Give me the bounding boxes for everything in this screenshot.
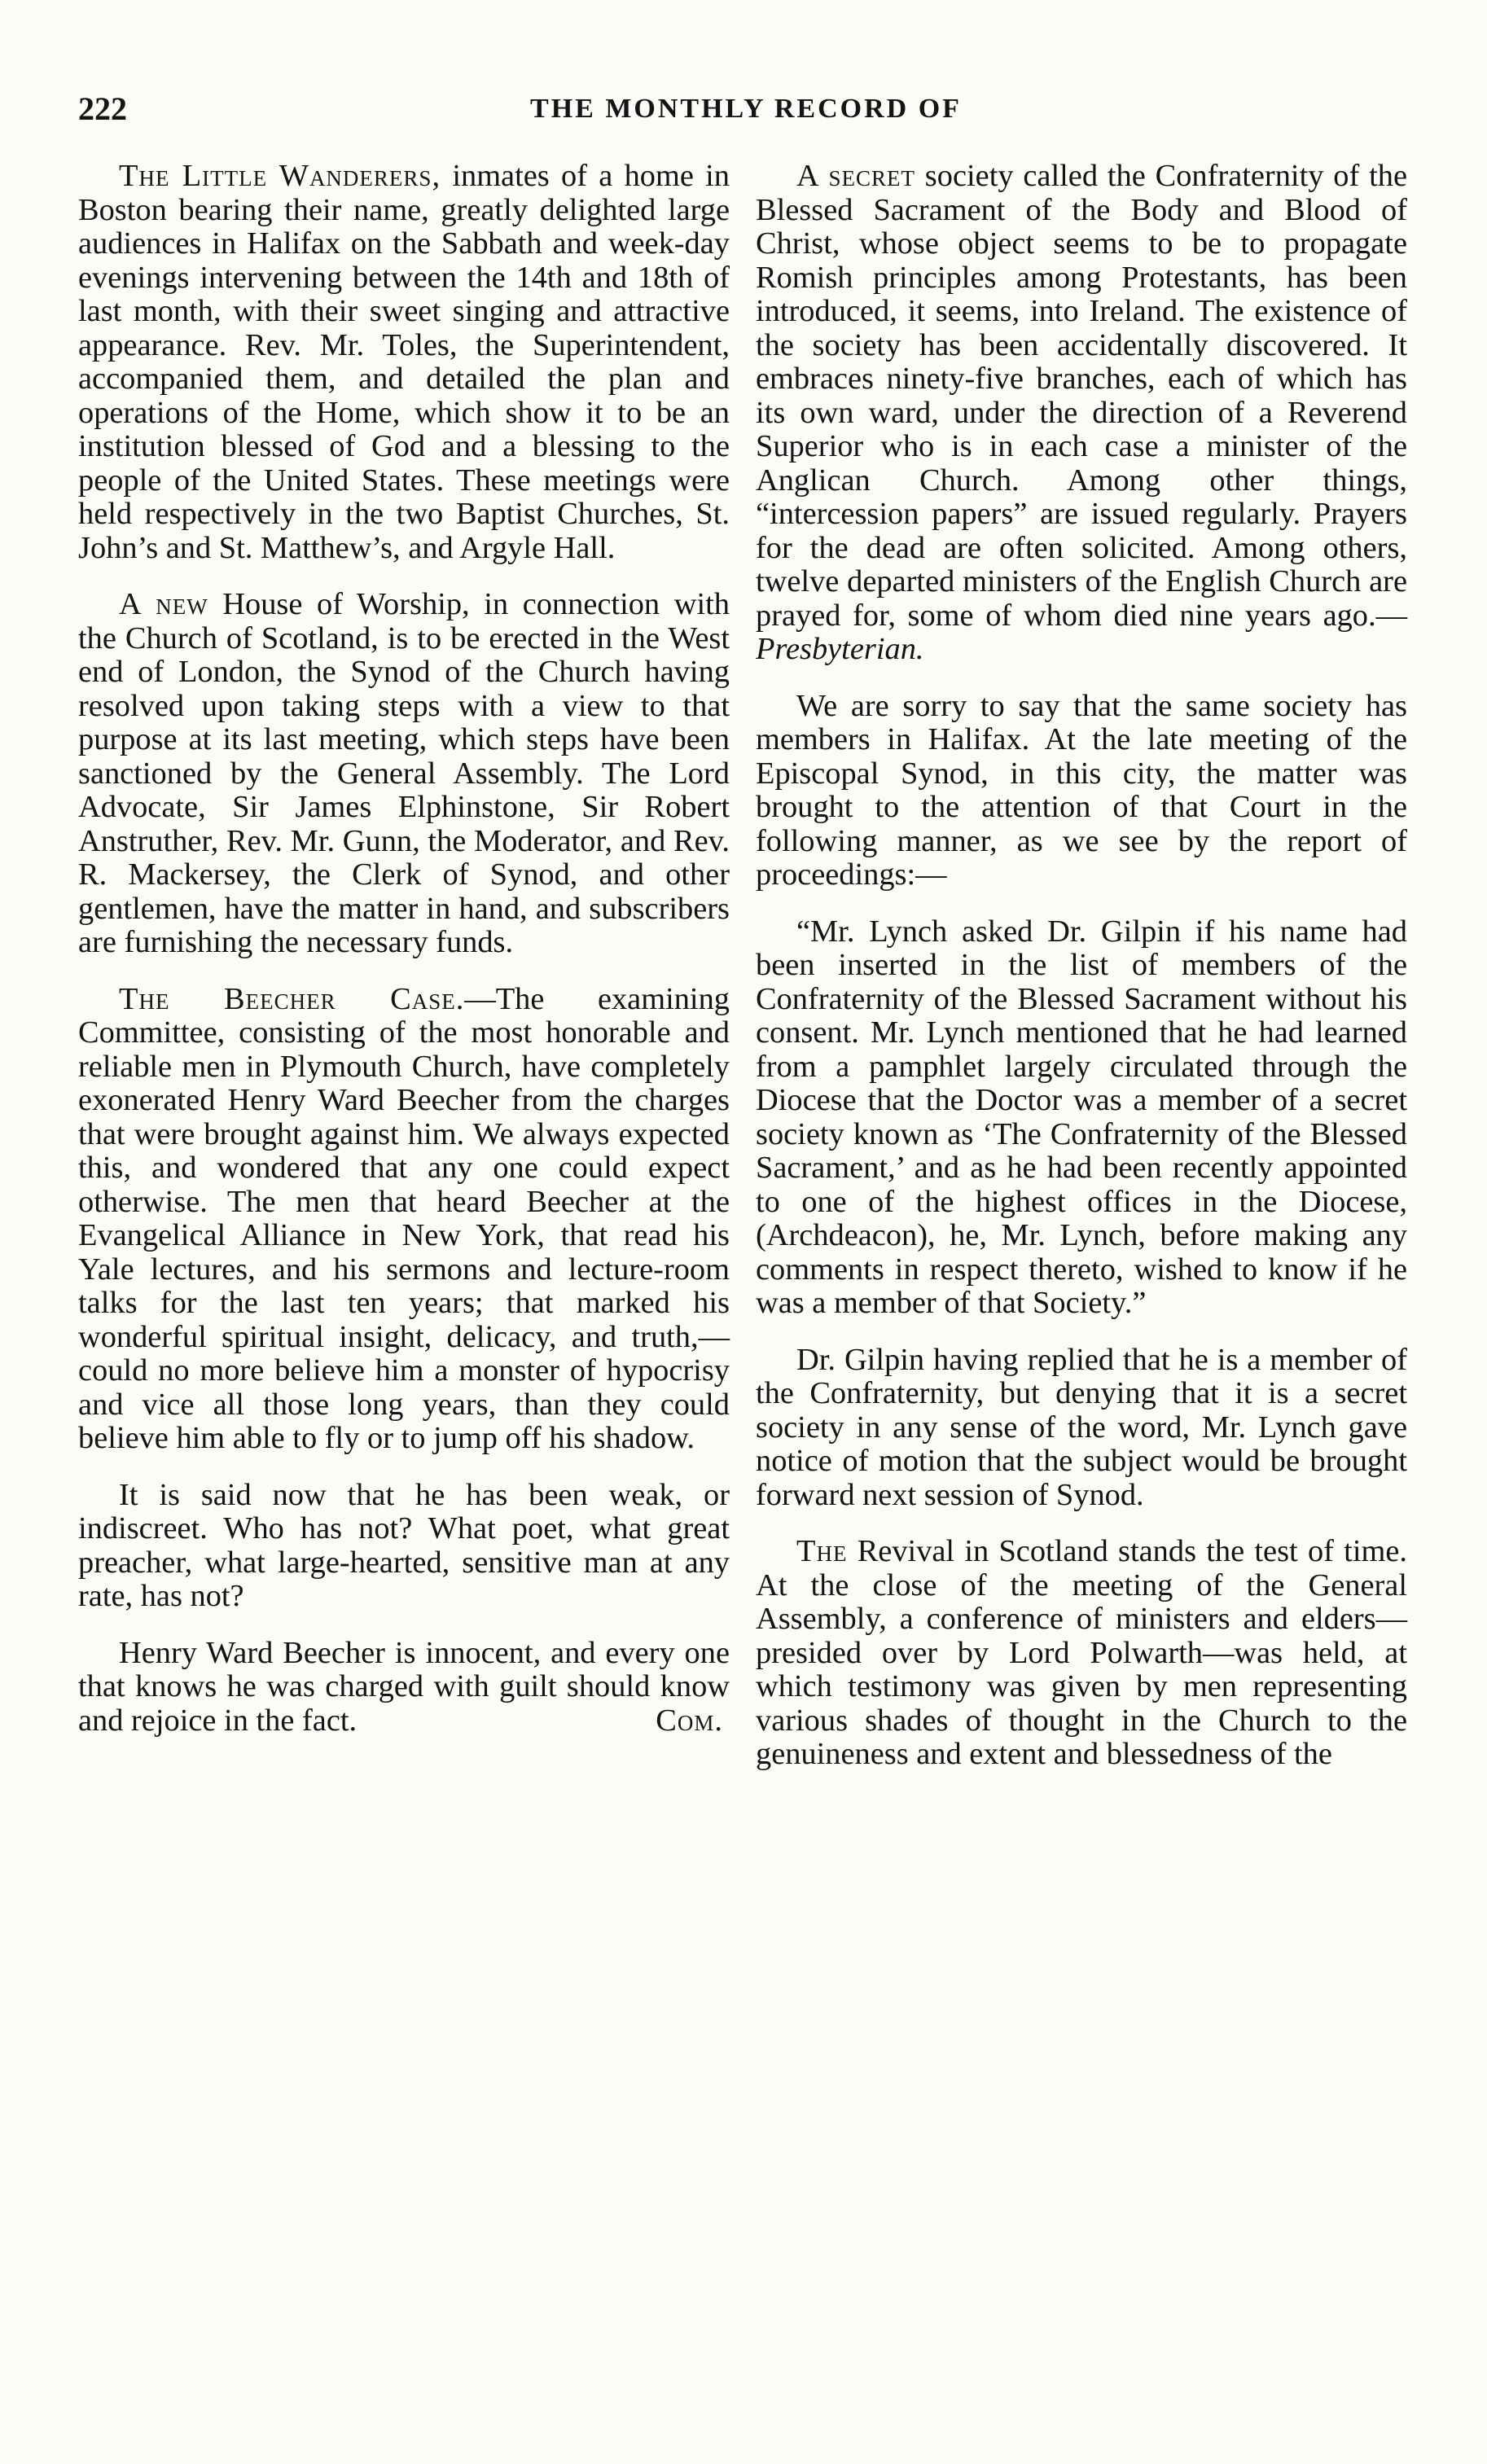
article-body: —The examining Committee, consisting of the most honorable and reliable men in Plymouth Church, have completely exonerated Henry Ward Beecher from the charges that were brought against him. We always expected this, and wondered that any one could expect otherwise. The men that heard Beecher at the Evangelical Alliance in New York, that read his Yale lectures, and his sermons and lecture-room talks for the last ten years; that marked his wonderful spiritual insight, delicacy, and truth,—could no more believe him a monster of hypocrisy and vice all those long years, than they could believe him able to fly or to jump off his shadow.: [78, 981, 730, 1455]
article-lynch-question: [756, 915, 1407, 1321]
article-gilpin-reply: [756, 1344, 1407, 1513]
article-halifax-members: [756, 690, 1407, 892]
article-body: Dr. Gilpin having replied that he is a member of the Confraternity, but denying that it is a secret society in any sense of the word, Mr. Lynch gave notice of motion that the subject would be brought forward next session of Synod.: [756, 1342, 1407, 1512]
article-body: We are sorry to say that the same society has members in Halifax. At the late meeting of the Episcopal Synod, in this city, the matter was brought to the attention of that Court in the following manner, as we see by the report of proceedings:—: [756, 688, 1407, 892]
article-beecher-weak: [78, 1479, 730, 1614]
article-body: House of Worship, in connection with the Church of Scotland, is to be erected in the West end of London, the Synod of the Church having resolved upon taking steps with a view to that purpose at its last meeting, which steps have been sanctioned by the General Assembly. The Lord Advocate, Sir James Elphinstone, Sir Robert Anstruther, Rev. Mr. Gunn, the Moderator, and Rev. R. Mackersey, the Clerk of Synod, and other gentlemen, have the matter in hand, and subscribers are furnishing the necessary funds.: [78, 587, 730, 959]
article-signoff: Com.: [656, 1703, 723, 1738]
article-source: Presbyterian.: [756, 632, 924, 666]
page-header: [78, 85, 1414, 134]
article-lead: A new: [119, 587, 208, 621]
article-body: inmates of a home in Boston bearing their name, greatly delighted large audiences in Halifax on the Sabbath and week-day evenings intervening between the 14th and 18th of last month, with their sweet singing and attractive appearance. Rev. Mr. Toles, the Superintendent, accompanied them, and detailed the plan and operations of the Home, which show it to be an institution blessed of God and a blessing to the people of the United States. These meetings were held respectively in the two Baptist Churches, St. John’s and St. Matthew’s, and Argyle Hall.: [78, 159, 730, 565]
article-body: Henry Ward Beecher is innocent, and every one that knows he was charged with guilt should know and rejoice in the fact.: [78, 1635, 730, 1738]
page-number: 222: [78, 90, 127, 127]
article-body: “Mr. Lynch asked Dr. Gilpin if his name had been inserted in the list of members of the Confraternity of the Blessed Sacrament without his consent. Mr. Lynch mentioned that he had learned from a pamphlet largely circulated through the Diocese that the Doctor was a member of a secret society known as ‘The Confraternity of the Blessed Sacrament,’ and as he had been recently appointed to one of the highest offices in the Diocese, (Archdeacon), he, Mr. Lynch, before making any comments in respect thereto, wished to know if he was a member of that Society.”: [756, 914, 1407, 1320]
article-house-of-worship: [78, 588, 730, 960]
article-body: society called the Confraternity of the Blessed Sacrament of the Body and Blood of Christ, whose object seems to be to propagate Romish principles among Protestants, has been introduced, it seems, into Ireland. The existence of the society has been accidentally discovered. It embraces ninety-five branches, each of which has its own ward, under the direction of a Reverend Superior who is in each case a minister of the Anglican Church. Among other things, “intercession papers” are issued regularly. Prayers for the dead are often solicited. Among others, twelve departed ministers of the English Church are prayed for, some of whom died nine years ago.—: [756, 159, 1408, 633]
article-lead: The Little Wanderers,: [119, 159, 441, 193]
article-beecher-case: [78, 983, 730, 1456]
article-body: Revival in Scotland stands the test of time. At the close of the meeting of the General Assembly, a conference of ministers and elders—presided over by Lord Polwarth—was held, at which testimony was given by men representing various shades of thought in the Church to the genuineness and extent and blessedness of the: [756, 1534, 1407, 1771]
article-little-wanderers: [78, 160, 730, 565]
article-beecher-innocent: [78, 1637, 730, 1738]
article-lead: The Beecher Case.: [119, 981, 465, 1016]
article-body: It is said now that he has been weak, or indiscreet. Who has not? What poet, what great preacher, what large-hearted, sensitive man at any rate, has not?: [78, 1477, 730, 1613]
article-lead: The: [796, 1534, 848, 1568]
article-revival-scotland: [756, 1535, 1407, 1772]
article-secret-society: [756, 160, 1407, 667]
article-lead: A secret: [796, 159, 915, 193]
running-head: THE MONTHLY RECORD OF: [530, 94, 962, 124]
right-column: [756, 160, 1407, 1772]
left-column: [78, 160, 730, 1738]
